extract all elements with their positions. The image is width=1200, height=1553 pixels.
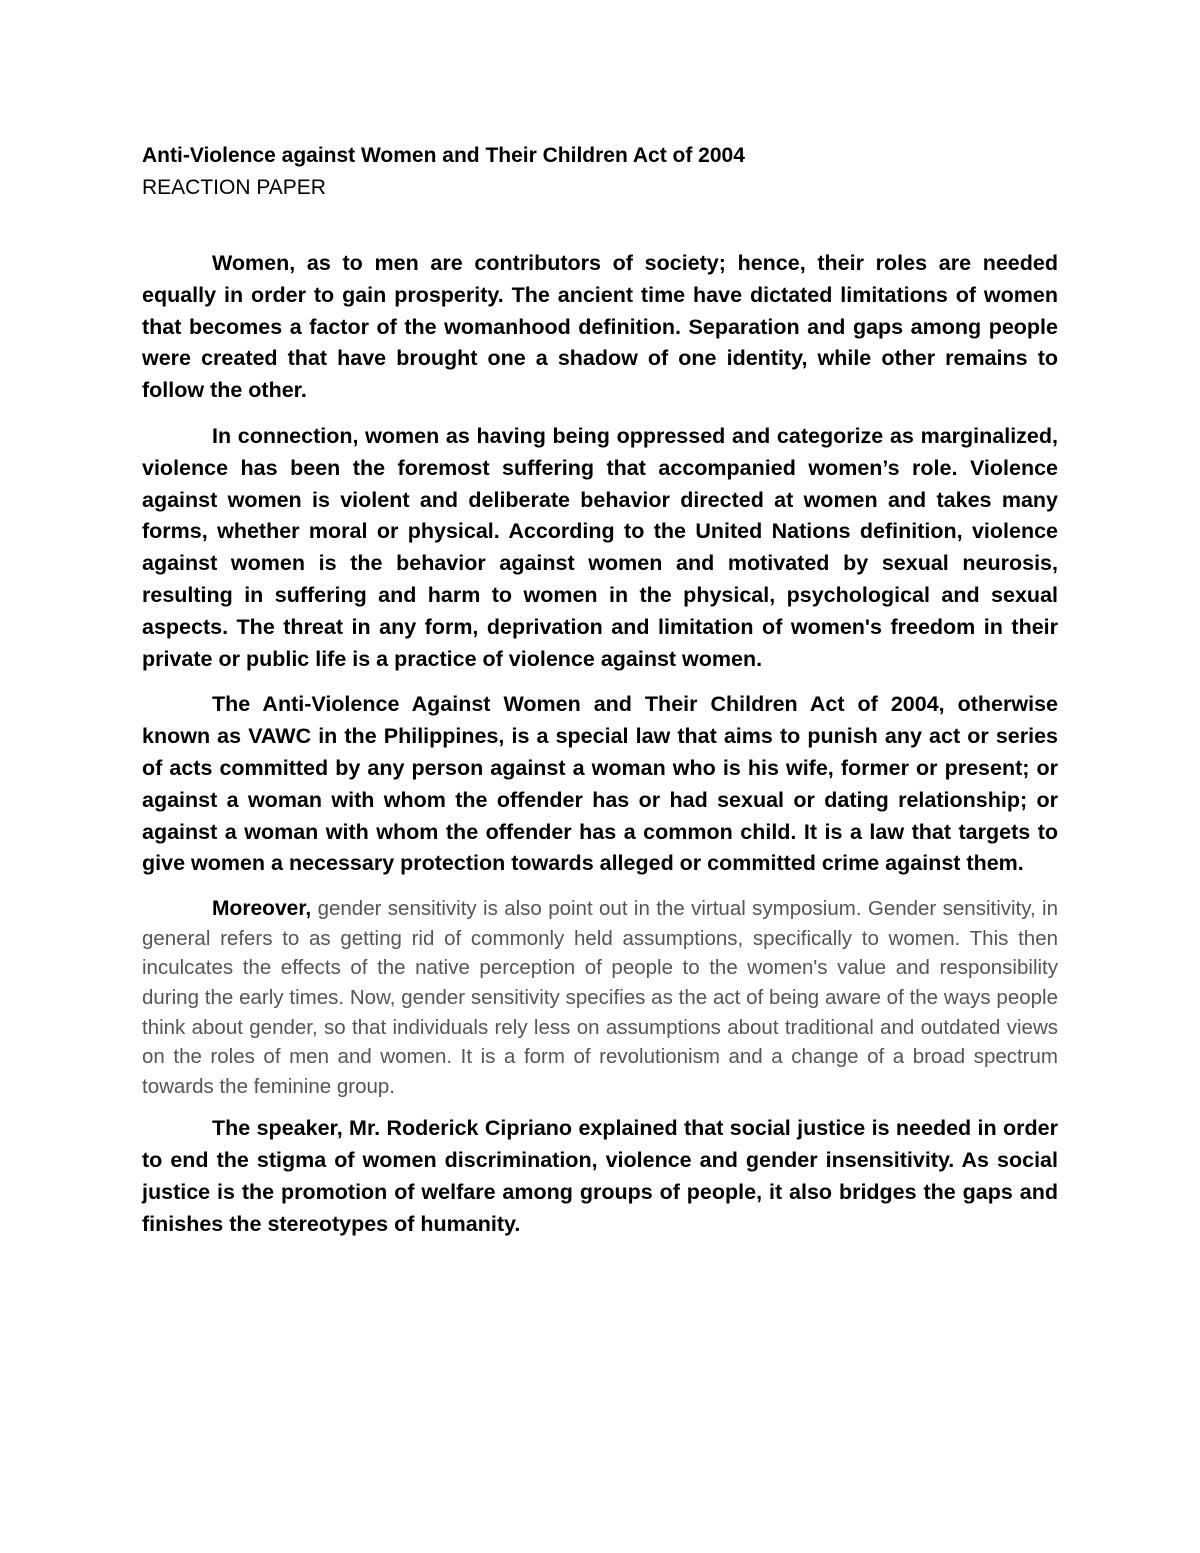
paragraph-4 [142, 894, 1058, 1101]
paragraph-2: In connection, women as having being oppressed and categorize as marginalized, violence has been the foremost suffering that accompanied women’s role. Violence against women is violent and deliberate behavior directed at women and takes many forms, whether moral or physical. According to the United Nations definition, violence against women is the behavior against women and motivated by sexual neurosis, resulting in suffering and harm to women in the physical, psychological and sexual aspects. The threat in any form, deprivation and limitation of women's freedom in their private or public life is a practice of violence against women. [142, 423, 1058, 671]
paragraph-5: The speaker, Mr. Roderick Cipriano explained that social justice is needed in order to end the stigma of women discrimination, violence and gender insensitivity. As social justice is the promotion of welfare among groups of people, it also bridges the gaps and finishes the stereotypes of humanity. [142, 1116, 1058, 1236]
paragraph-4-lead: Moreover, [212, 897, 312, 921]
document-subtitle: REACTION PAPER [142, 176, 326, 199]
paragraph-4-body: gender sensitivity is also point out in the virtual symposium. Gender sensitivity, in general refers to as getting rid of commonly held assumptions, specifically to women. This then inculcates the effects of the native perception of people to the women's value and responsibility during the early times. Now, gender sensitivity specifies as the act of being aware of the ways people think about gender, so that individuals rely less on assumptions about traditional and outdated views on the roles of men and women. It is a form of revolutionism and a change of a broad spectrum towards the feminine group. [142, 897, 1058, 1098]
document-page [142, 140, 1058, 1254]
document-title: Anti-Violence against Women and Their Children Act of 2004 [142, 144, 745, 167]
paragraph-1: Women, as to men are contributors of society; hence, their roles are needed equally in order to gain prosperity. The ancient time have dictated limitations of women that becomes a factor of the womanhood definition. Separation and gaps among people were created that have brought one a shadow of one identity, while other remains to follow the other. [142, 251, 1058, 403]
paragraph-3: The Anti-Violence Against Women and Their Children Act of 2004, otherwise known as VAWC in the Philippines, is a special law that aims to punish any act or series of acts committed by any person against a woman who is his wife, former or present; or against a woman with whom the offender has or had sexual or dating relationship; or against a woman with whom the offender has a common child. It is a law that targets to give women a necessary protection towards alleged or committed crime against them. [142, 692, 1058, 876]
